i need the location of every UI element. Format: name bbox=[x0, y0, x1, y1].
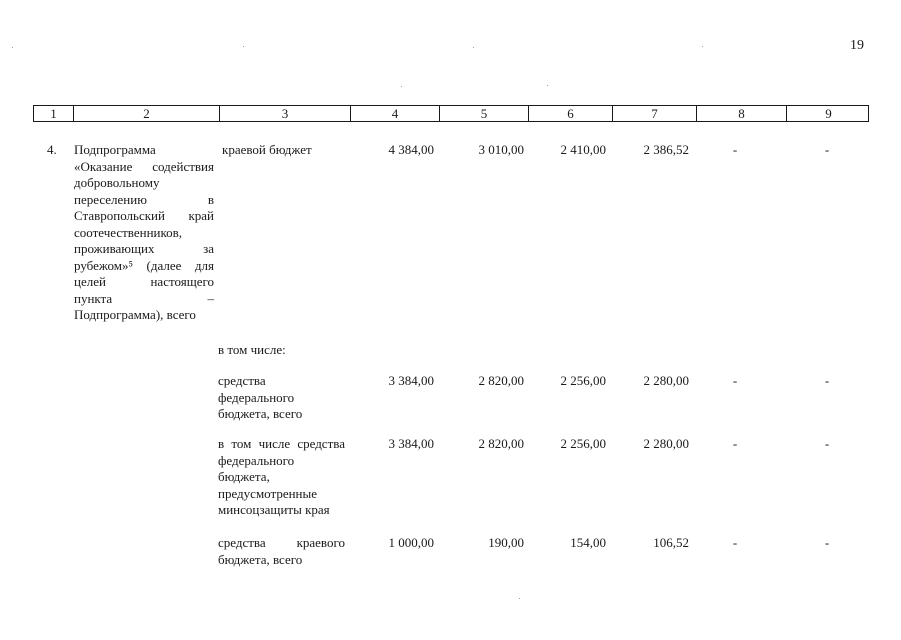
page-number: 19 bbox=[850, 38, 864, 53]
funding-source: в том числе средства федерального бюджета, предусмотренные минсоцзащиты края bbox=[218, 436, 345, 517]
header-col-3: 3 bbox=[219, 106, 350, 121]
value-col-4: 1 000,00 bbox=[388, 535, 434, 550]
value-col-9: - bbox=[824, 142, 830, 157]
value-col-8: - bbox=[732, 436, 738, 451]
value-col-5: 2 820,00 bbox=[478, 436, 524, 451]
funding-source: средства краевого бюджета, всего bbox=[218, 535, 345, 567]
value-col-7: 2 386,52 bbox=[643, 142, 689, 157]
value-col-9: - bbox=[824, 436, 830, 451]
header-col-8: 8 bbox=[696, 106, 786, 121]
value-col-5: 2 820,00 bbox=[478, 373, 524, 388]
value-col-9: - bbox=[824, 373, 830, 388]
scan-speck bbox=[519, 598, 520, 599]
subprogram-description: Подпрограмма «Оказание содействия добровольному переселению в Ставропольский край соотечественников, проживающих за рубежом»⁵ (далее для целей настоящего пункта – Подпрограмма), всего bbox=[74, 142, 214, 322]
value-col-6: 2 410,00 bbox=[560, 142, 606, 157]
header-col-4: 4 bbox=[350, 106, 439, 121]
header-col-9: 9 bbox=[786, 106, 870, 121]
funding-source: краевой бюджет bbox=[222, 142, 312, 157]
scan-speck bbox=[401, 86, 402, 87]
funding-source: в том числе: bbox=[218, 342, 286, 357]
value-col-5: 3 010,00 bbox=[478, 142, 524, 157]
table-header-row bbox=[33, 105, 869, 122]
header-col-2: 2 bbox=[73, 106, 219, 121]
value-col-8: - bbox=[732, 535, 738, 550]
header-col-7: 7 bbox=[612, 106, 696, 121]
value-col-5: 190,00 bbox=[488, 535, 524, 550]
funding-source: средства федерального бюджета, всего bbox=[218, 373, 303, 421]
header-col-1: 1 bbox=[50, 106, 57, 121]
scan-speck bbox=[473, 47, 474, 48]
value-col-7: 2 280,00 bbox=[643, 436, 689, 451]
header-col-6: 6 bbox=[528, 106, 612, 121]
value-col-4: 4 384,00 bbox=[388, 142, 434, 157]
scan-speck bbox=[547, 85, 548, 86]
row-number: 4. bbox=[47, 142, 57, 157]
value-col-9: - bbox=[824, 535, 830, 550]
value-col-7: 106,52 bbox=[653, 535, 689, 550]
value-col-6: 154,00 bbox=[570, 535, 606, 550]
value-col-8: - bbox=[732, 373, 738, 388]
scan-speck bbox=[702, 46, 703, 47]
value-col-6: 2 256,00 bbox=[560, 373, 606, 388]
scan-speck bbox=[12, 47, 13, 48]
value-col-8: - bbox=[732, 142, 738, 157]
value-col-6: 2 256,00 bbox=[560, 436, 606, 451]
scan-speck bbox=[243, 46, 244, 47]
value-col-7: 2 280,00 bbox=[643, 373, 689, 388]
value-col-4: 3 384,00 bbox=[388, 436, 434, 451]
header-col-5: 5 bbox=[439, 106, 528, 121]
value-col-4: 3 384,00 bbox=[388, 373, 434, 388]
